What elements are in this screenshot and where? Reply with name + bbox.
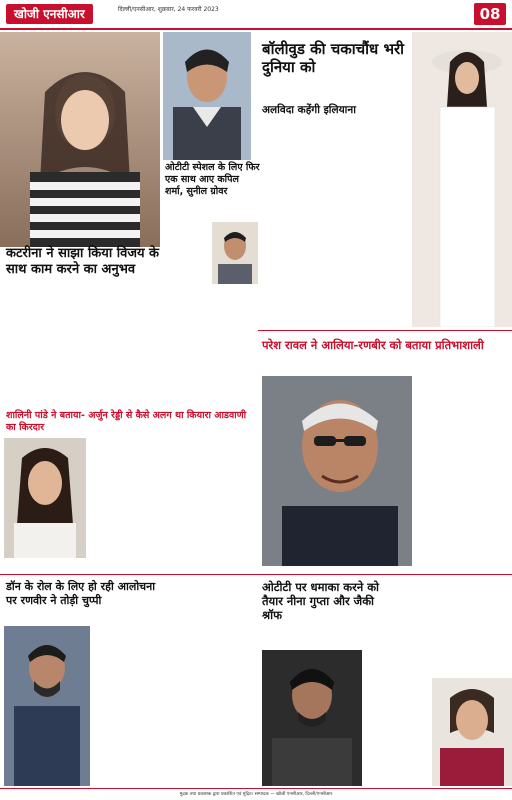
kapil-body [165,222,213,332]
masthead [0,0,512,30]
neena-photo [432,678,512,786]
ileana-headline-sub: अलविदा कहेंगी इलियाना [262,104,356,116]
issue-meta: दिल्ली/एनसीआर, शुक्रवार, 24 फरवरी 2023 [118,6,219,13]
neena-body [364,580,430,786]
section-divider [258,330,512,331]
kapil-headline: ओटीटी स्पेशल के लिए फिर एक साथ आए कपिल शर्मा, सुनील ग्रोवर [165,162,260,197]
neena-headline: ओटीटी पर धमाका करने को तैयार नीना गुप्ता और जैकी श्रॉफ [262,580,380,622]
katrina-headline: कटरीना ने साझा किया विजय के साथ काम करने का अनुभव [6,246,160,277]
ranveer-photo [4,626,90,786]
ranveer-body [92,626,257,786]
page-number: 08 [474,3,506,25]
kapil-photo [163,32,251,160]
bottom-divider [0,574,512,575]
katrina-body [4,296,162,406]
paresh-body [414,376,508,606]
jackie-photo [262,650,362,786]
paresh-headline: परेश रावल ने आलिया-रणबीर को बताया प्रतिभाशाली [262,338,484,352]
shalini-headline: शालिनी पांडे ने बताया- अर्जुन रेड्डी से कैसे अलग था कियारा आडवाणी का किरदार [6,410,247,433]
ileana-body [262,122,407,322]
brand-logo: खोजी एनसीआर [6,4,93,24]
katrina-photo [0,32,160,247]
ranveer-headline: डॉन के रोल के लिए हो रही आलोचना पर रणवीर ने तोड़ी चुप्पी [6,580,156,607]
shalini-photo [4,438,86,558]
paresh-photo [262,376,412,566]
ileana-photo [412,32,512,327]
sunil-photo [212,222,258,284]
ileana-headline-top: बॉलीवुड की चकाचौंध भरी दुनिया को [262,40,405,76]
shalini-body [90,438,256,568]
page-footer: मुद्रक तथा प्रकाशक द्वारा प्रकाशित एवं मुद्रित। सम्पादक — खोजी एनसीआर, दिल्ली/एनसीआर [0,788,512,800]
